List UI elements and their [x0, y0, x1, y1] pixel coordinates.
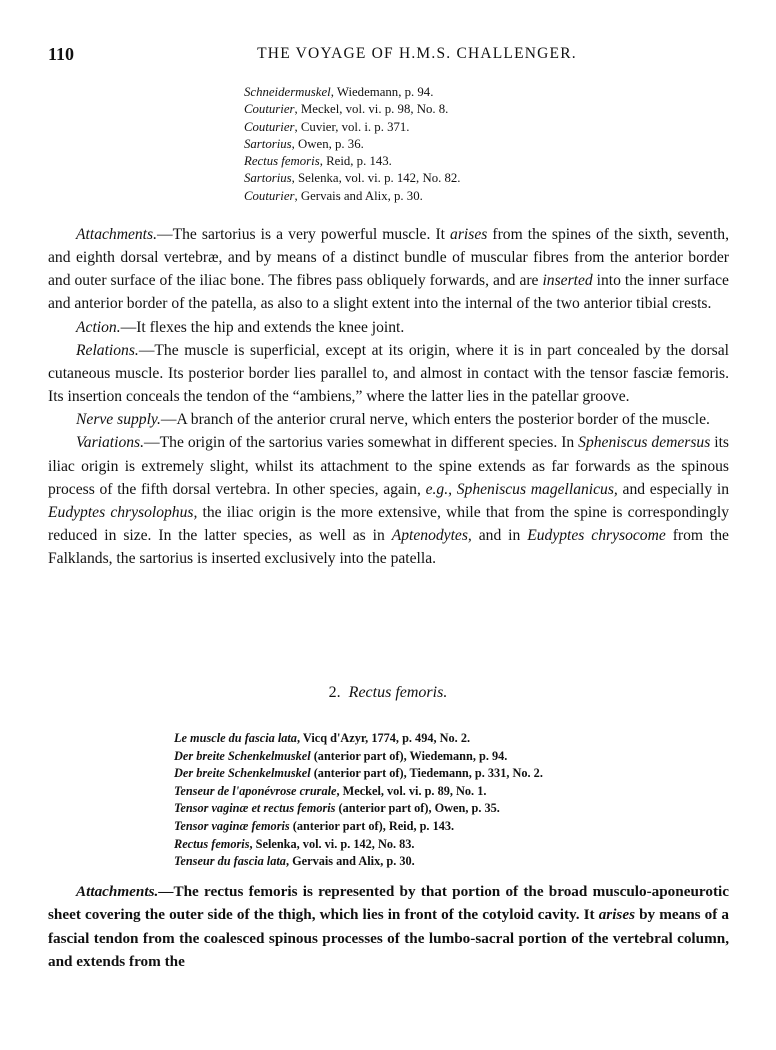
- nerve-supply-paragraph: Nerve supply.—A branch of the anterior crural nerve, which enters the posterior border of the muscle.: [76, 411, 710, 429]
- section-heading: [0, 684, 776, 702]
- synonym-entry: Der breite Schenkelmuskel (anterior part of), Tiedemann, p. 331, No. 2.: [174, 766, 543, 781]
- running-header: [48, 44, 746, 68]
- synonym-entry: Tenseur du fascia lata, Gervais and Alix, p. 30.: [174, 854, 415, 869]
- synonym-entry: Couturier, Meckel, vol. vi. p. 98, No. 8.: [244, 102, 449, 117]
- synonym-entry: Sartorius, Owen, p. 36.: [244, 136, 364, 151]
- synonym-entry: Le muscle du fascia lata, Vicq d'Azyr, 1774, p. 494, No. 2.: [174, 731, 471, 745]
- action-paragraph: Action.—It flexes the hip and extends the knee joint.: [76, 318, 405, 336]
- attachments-paragraph: Attachments.—The rectus femoris is represented by that portion of the broad musculo-aponeurotic sheet covering the outer side of the thigh, which lies in front of the cotyloid cavity. It arises by means of a fascial tendon from the coalesced spinous processes of the lumbo-sacral portion of the vertebral column, and extends from the: [48, 883, 729, 971]
- synonym-entry: Schneidermuskel, Wiedemann, p. 94.: [244, 85, 434, 99]
- section-number: 2.: [328, 684, 341, 701]
- synonym-entry: Rectus femoris, Reid, p. 143.: [244, 154, 392, 169]
- synonym-entry: Tenseur de l'aponévrose crurale, Meckel, vol. vi. p. 89, No. 1.: [174, 783, 487, 798]
- variations-paragraph: Variations.—The origin of the sartorius varies somewhat in different species. In Spheniscus demersus its iliac origin is extremely slight, whilst its attachment to the spine extends as far forwards as the spinous process of the fifth dorsal vertebra. In other species, again, e.g., Spheniscus magellanicus, and especially in Eudyptes chrysolophus, the iliac origin is the more extensive, while that from the spine is correspondingly reduced in size. In the latter species, as well as in Aptenodytes, and in Eudyptes chrysocome from the Falklands, the sartorius is inserted exclusively into the patella.: [48, 434, 729, 568]
- rectus-body: [48, 880, 729, 974]
- relations-paragraph: Relations.—The muscle is superficial, except at its origin, where it is in part concealed by the dorsal cutaneous muscle. Its posterior border lies parallel to, and almost in contact with the tensor fasciæ femoris. Its insertion conceals the tendon of the “ambiens,” where the latter lies in the patellar groove.: [48, 341, 729, 406]
- synonym-entry: Couturier, Cuvier, vol. i. p. 371.: [244, 119, 410, 134]
- synonym-entry: Der breite Schenkelmuskel (anterior part of), Wiedemann, p. 94.: [174, 748, 508, 763]
- synonym-entry: Tensor vaginæ femoris (anterior part of), Reid, p. 143.: [174, 818, 455, 833]
- synonym-entry: Couturier, Gervais and Alix, p. 30.: [244, 188, 423, 203]
- section-title: Rectus femoris.: [348, 684, 448, 701]
- synonym-entry: Sartorius, Selenka, vol. vi. p. 142, No. 82.: [244, 171, 461, 186]
- synonym-list-rectus: [174, 730, 543, 871]
- synonym-entry: Tensor vaginæ et rectus femoris (anterior part of), Owen, p. 35.: [174, 801, 500, 816]
- page-number: 110: [48, 44, 75, 64]
- synonym-entry: Rectus femoris, Selenka, vol. vi. p. 142, No. 83.: [174, 836, 415, 851]
- sartorius-body: [48, 223, 729, 570]
- synonym-list-sartorius: [244, 84, 461, 205]
- attachments-paragraph: Attachments.—The sartorius is a very powerful muscle. It arises from the spines of the sixth, seventh, and eighth dorsal vertebræ, and by means of a distinct bundle of muscular fibres from the anterior border and outer surface of the iliac bone. The fibres pass obliquely forwards, and are inserted into the inner surface and anterior border of the patella, as also to a slight extent into the internal of the two anterior tibial crests.: [48, 226, 729, 313]
- running-title: THE VOYAGE OF H.M.S. CHALLENGER.: [257, 45, 577, 62]
